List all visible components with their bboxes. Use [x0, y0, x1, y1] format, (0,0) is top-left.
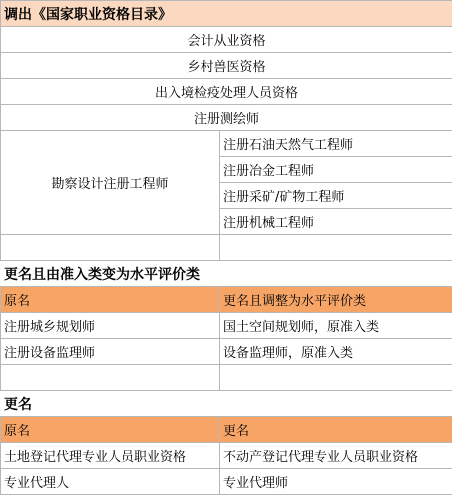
section3-title[interactable]: 更名 — [1, 391, 452, 417]
section1-row[interactable]: 出入境检疫处理人员资格 — [1, 79, 452, 105]
section1-title[interactable]: 调出《国家职业资格目录》 — [1, 1, 452, 27]
section3-cell[interactable]: 不动产登记代理专业人员职业资格 — [220, 443, 452, 469]
section3-cell[interactable]: 土地登记代理专业人员职业资格 — [1, 443, 220, 469]
section3-cell[interactable]: 专业代理师 — [220, 469, 452, 495]
section1-row[interactable]: 会计从业资格 — [1, 27, 452, 53]
section3-cell[interactable]: 专业代理人 — [1, 469, 220, 495]
blank-cell[interactable] — [220, 235, 452, 261]
section2-cell[interactable]: 国土空间规划师，原准入类 — [220, 313, 452, 339]
blank-cell[interactable] — [220, 365, 452, 391]
group-item[interactable]: 注册采矿/矿物工程师 — [220, 183, 452, 209]
group-item[interactable]: 注册机械工程师 — [220, 209, 452, 235]
section2-header-original[interactable]: 原名 — [1, 287, 220, 313]
section1-row[interactable]: 乡村兽医资格 — [1, 53, 452, 79]
section2-cell[interactable]: 设备监理师，原准入类 — [220, 339, 452, 365]
blank-cell[interactable] — [1, 235, 220, 261]
blank-cell[interactable] — [1, 365, 220, 391]
section2-header-renamed[interactable]: 更名且调整为水平评价类 — [220, 287, 452, 313]
section2-title[interactable]: 更名且由准入类变为水平评价类 — [1, 261, 452, 287]
section3-header-original[interactable]: 原名 — [1, 417, 220, 443]
section3-header-renamed[interactable]: 更名 — [220, 417, 452, 443]
group-label-cell[interactable]: 勘察设计注册工程师 — [1, 131, 220, 235]
section2-cell[interactable]: 注册设备监理师 — [1, 339, 220, 365]
section2-cell[interactable]: 注册城乡规划师 — [1, 313, 220, 339]
group-item[interactable]: 注册石油天然气工程师 — [220, 131, 452, 157]
section1-row[interactable]: 注册测绘师 — [1, 105, 452, 131]
group-item[interactable]: 注册冶金工程师 — [220, 157, 452, 183]
